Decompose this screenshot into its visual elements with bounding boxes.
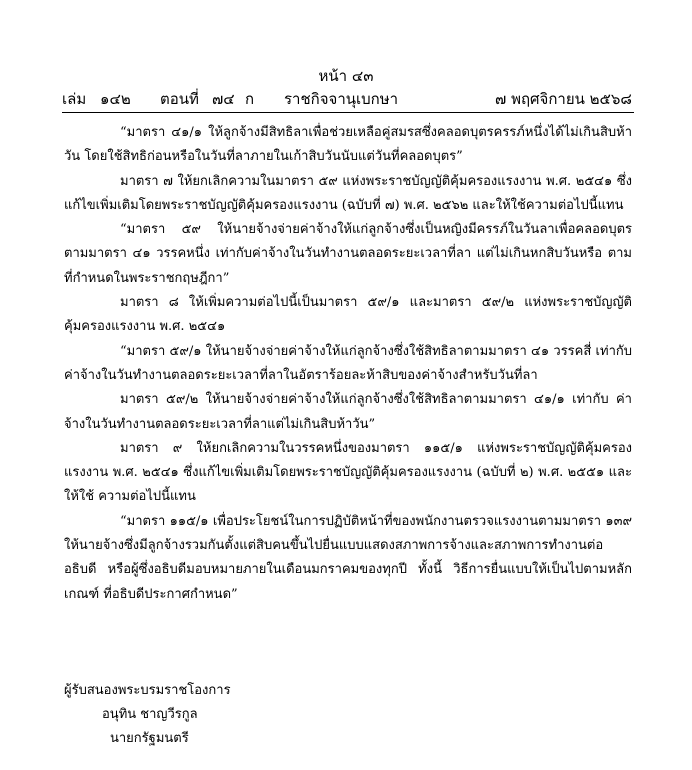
countersign-label: ผู้รับสนองพระบรมราชโองการ [64,683,231,698]
document-body [64,121,632,607]
issue-label: ตอนที่ [160,90,199,108]
gazette-name: ราชกิจจานุเบกษา [284,90,399,108]
volume-label: เล่ม [62,90,87,108]
page-number: หน้า ๔๓ [318,67,374,85]
paragraph-section-115-1: “มาตรา ๑๑๕/๑ เพื่อประโยชน์ในการปฏิบัติหน้าที่ของพนักงานตรวจแรงงานตามมาตรา ๑๓๙ ให้นายจ้างซึ่งมีลูกจ้างรวมกันตั้งแต่สิบคนขึ้นไปยื่นแบบแสดงสภาพการจ้างและสภาพการทำงานต่ออธิบดี หรือผู้ซึ่งอธิบดีมอบหมายภายในเดือนมกราคมของทุกปี ทั้งนี้ วิธีการยื่นแบบให้เป็นไปตามหลักเกณฑ์ ที่อธิบดีประกาศกำหนด” [64,513,632,602]
paragraph-section-7: มาตรา ๗ ให้ยกเลิกความในมาตรา ๕๙ แห่งพระราชบัญญัติคุ้มครองแรงงาน พ.ศ. ๒๕๔๑ ซึ่งแก้ไขเพิ่มเติมโดยพระราชบัญญัติคุ้มครองแรงงาน (ฉบับที่ ๗) พ.ศ. ๒๕๖๒ และให้ใช้ความต่อไปนี้แทน [64,173,632,213]
signatory-position: นายกรัฐมนตรี [110,731,189,746]
volume-number: ๑๔๒ [100,90,131,108]
issue-number: ๗๔ [212,90,235,108]
paragraph-section-9: มาตรา ๙ ให้ยกเลิกความในวรรคหนึ่งของมาตรา ๑๑๕/๑ แห่งพระราชบัญญัติคุ้มครองแรงงาน พ.ศ. ๒๕๔๑ ซึ่งแก้ไขเพิ่มเติมโดยพระราชบัญญัติคุ้มครองแรงงาน (ฉบับที่ ๒) พ.ศ. ๒๕๕๑ และให้ใช้ ความต่อไปนี้แทน [64,440,632,505]
paragraph-section-59: “มาตรา ๕๙ ให้นายจ้างจ่ายค่าจ้างให้แก่ลูกจ้างซึ่งเป็นหญิงมีครรภ์ในวันลาเพื่อคลอดบุตร ตามมาตรา ๔๑ วรรคหนึ่ง เท่ากับค่าจ้างในวันทำงานตลอดระยะเวลาที่ลา แต่ไม่เกินหกสิบวันหรือ ตามที่กำหนดในพระราชกฤษฎีกา” [64,222,632,286]
paragraph-section-59-2: มาตรา ๕๙/๒ ให้นายจ้างจ่ายค่าจ้างให้แก่ลูกจ้างซึ่งใช้สิทธิลาตามมาตรา ๔๑/๑ เท่ากับ ค่าจ้างในวันทำงานตลอดระยะเวลาที่ลาแต่ไม่เกินสิบห้าวัน” [64,392,632,432]
header-divider [62,112,634,113]
paragraph-section-41-1: “มาตรา ๔๑/๑ ให้ลูกจ้างมีสิทธิลาเพื่อช่วยเหลือคู่สมรสซึ่งคลอดบุตรครรภ์หนึ่งได้ไม่เกินสิบห้าวัน โดยใช้สิทธิก่อนหรือในวันที่ลาภายในเก้าสิบวันนับแต่วันที่คลอดบุตร” [64,125,632,165]
paragraph-section-8: มาตรา ๘ ให้เพิ่มความต่อไปนี้เป็นมาตรา ๕๙/๑ และมาตรา ๕๙/๒ แห่งพระราชบัญญัติ คุ้มครองแรงงาน พ.ศ. ๒๕๔๑ [64,295,632,335]
section-letter: ก [245,90,255,108]
signature-block [64,679,231,751]
publication-date: ๗ พฤศจิกายน ๒๕๖๘ [495,90,632,108]
gazette-header [62,87,632,109]
signatory-name: อนุทิน ชาญวีรกูล [102,707,198,722]
paragraph-section-59-1: “มาตรา ๕๙/๑ ให้นายจ้างจ่ายค่าจ้างให้แก่ลูกจ้างซึ่งใช้สิทธิลาตามมาตรา ๔๑ วรรคสี่ เท่ากับค่าจ้างในวันทำงานตลอดระยะเวลาที่ลาในอัตราร้อยละห้าสิบของค่าจ้างสำหรับวันที่ลา [64,343,632,383]
